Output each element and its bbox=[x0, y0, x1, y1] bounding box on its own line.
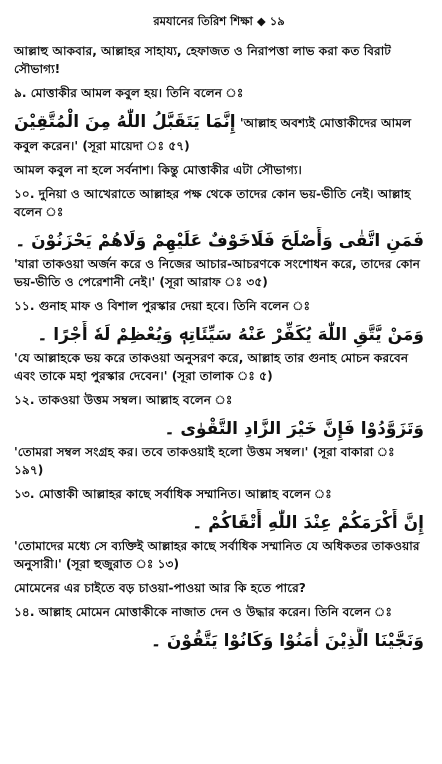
section-9-after: আমল কবুল না হলে সর্বনাশ। কিন্তু মোত্তাকীর এটা সৌভাগ্য। bbox=[14, 163, 302, 177]
section-10-arabic: فَمَنِ اتَّقٰى وَأَصْلَحَ فَلَاخَوْفٌ عَلَيْهِمْ وَلَاهُمْ يَحْزَنُوْنَ ۔ bbox=[15, 231, 424, 251]
intro-paragraph: আল্লাহু আকবার, আল্লাহর সাহায্য, হেফাজত ও নিরাপত্তা লাভ করা কত বিরাট সৌভাগ্য! bbox=[14, 44, 391, 76]
section-13-after: মোমেনের এর চাইতে বড় চাওয়া-পাওয়া আর কি হতে পারে? bbox=[14, 581, 306, 595]
section-12-translation: 'তোমরা সম্বল সংগ্রহ কর। তবে তাকওয়াই হলো উত্তম সম্বল।' (সূরা বাকারা ঃ ১৯৭) bbox=[14, 445, 395, 477]
section-14-heading: ১৪. আল্লাহ মোমেন মোত্তাকীকে নাজাত দেন ও উদ্ধার করেন। তিনি বলেন ঃ bbox=[14, 605, 392, 619]
section-9-translation-end: কবুল করেন।' (সূরা মায়েদা ঃ ৫৭) bbox=[14, 139, 190, 153]
section-11-heading: ১১. গুনাহ মাফ ও বিশাল পুরস্কার দেয়া হবে। তিনি বলেন ঃ bbox=[14, 299, 311, 313]
section-12-arabic: وَتَزَوَّدُوْا فَإِنَّ خَيْرَ الزَّادِ التَّقْوٰى ۔ bbox=[164, 419, 424, 439]
section-10-heading: ১০. দুনিয়া ও আখেরাতে আল্লাহর পক্ষ থেকে তাদের কোন ভয়-ভীতি নেই। আল্লাহ বলেন ঃ bbox=[14, 187, 411, 219]
section-11-translation: 'যে আল্লাহকে ভয় করে তাকওয়া অনুসরণ করে, আল্লাহ তার গুনাহ মোচন করবেন এবং তাকে মহা পুরস্কার দেবেন।' (সূরা তালাক ঃ ৫) bbox=[14, 351, 409, 383]
section-10-translation: 'যারা তাকওয়া অর্জন করে ও নিজের আচার-আচরণকে সংশোধন করে, তাদের কোন ভয়-ভীতি ও পেরেশানী নেই।' (সূরা আরাফ ঃ ৩৫) bbox=[14, 257, 421, 289]
section-9-heading: ৯. মোত্তাকীর আমল কবুল হয়। তিনি বলেন ঃ bbox=[14, 86, 244, 100]
section-9-translation-start: 'আল্লাহ অবশ্যই মোত্তাকীদের আমল bbox=[239, 116, 412, 130]
section-13-heading: ১৩. মোত্তাকী আল্লাহর কাছে সর্বাধিক সম্মানিত। আল্লাহ বলেন ঃ bbox=[14, 487, 332, 501]
section-13-arabic: إِنَّ أَكْرَمَكُمْ عِنْدَ اللّٰهِ أَتْقَاكُمْ ۔ bbox=[192, 513, 424, 533]
section-14-arabic: وَنَجَّيْنَا الَّذِيْنَ أٰمَنُوْا وَكَانُوْا يَتَّقُوْنَ ۔ bbox=[151, 631, 424, 651]
section-9-arabic: إِنَّمَا يَتَقَبَّلُ اللّٰهُ مِنَ الْمُتَّقِيْنَ bbox=[14, 112, 236, 132]
section-12-heading: ১২. তাকওয়া উত্তম সম্বল। আল্লাহ বলেন ঃ bbox=[14, 393, 233, 407]
running-header: রমযানের তিরিশ শিক্ষা ◆ ১৯ bbox=[153, 14, 285, 28]
section-11-arabic: وَمَنْ يَّتَّقِ اللّٰهَ يُكَفِّرْ عَنْهُ سَيِّئَاتِهٖ وَيُعْظِمْ لَهٗ أَجْرًا ۔ bbox=[37, 325, 424, 345]
section-13-translation: 'তোমাদের মধ্যে সে ব্যক্তিই আল্লাহর কাছে সর্বাধিক সম্মানিত যে অধিকতর তাকওয়ার অনুসারী।' (সূরা হুজুরাত ঃ ১৩) bbox=[14, 539, 420, 571]
section-9-verse-line bbox=[14, 108, 424, 137]
